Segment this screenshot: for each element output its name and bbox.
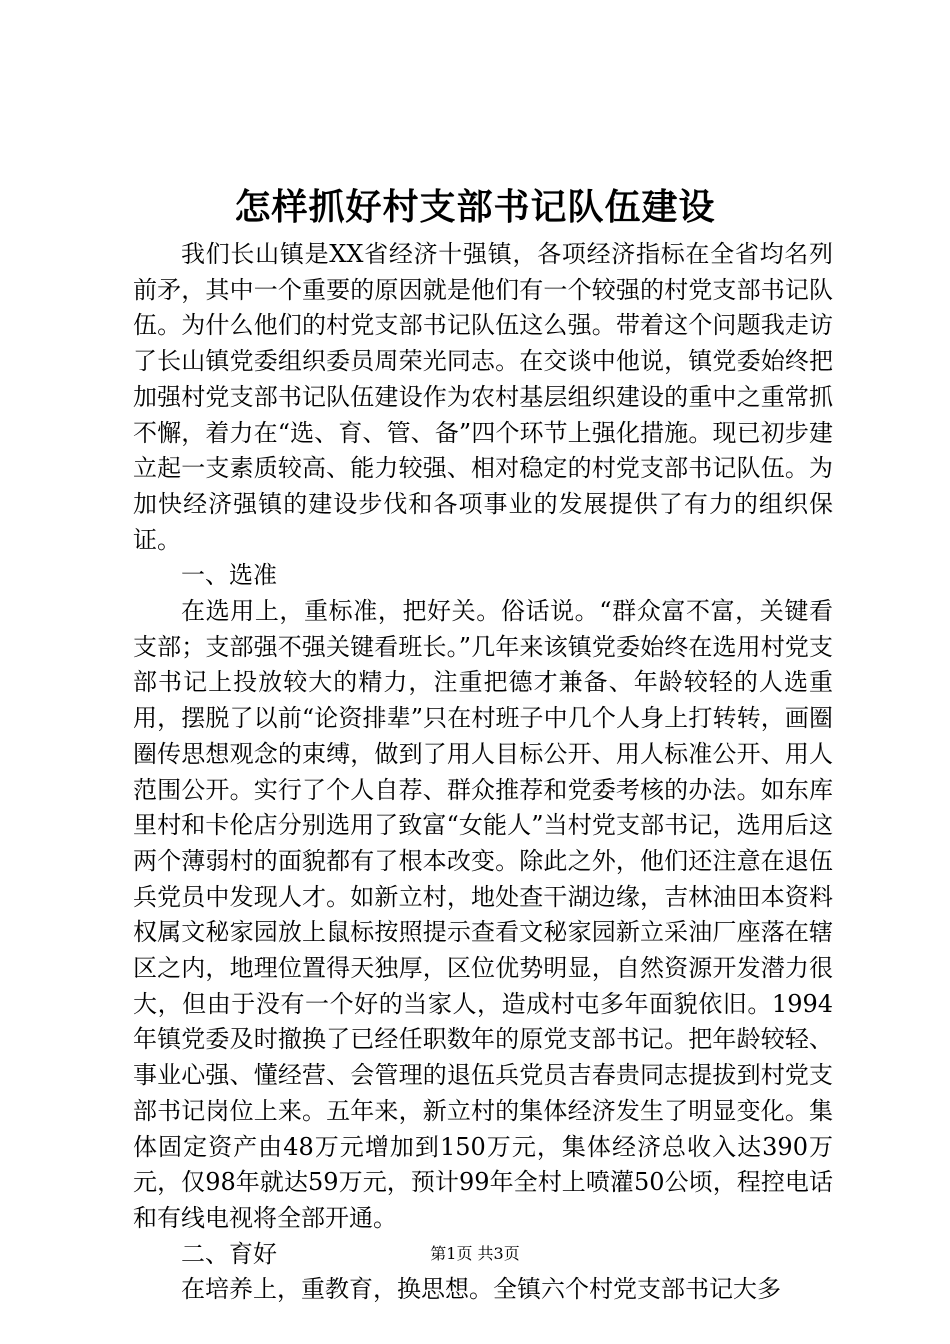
paragraph-intro: 我们长山镇是XX省经济十强镇，各项经济指标在全省均名列前矛，其中一个重要的原因就是他们有一个较强的村党支部书记队伍。为什么他们的村党支部书记队伍这么强。带着这个问题我走访了长山镇党委组织委员周荣光同志。在交谈中他说，镇党委始终把加强村党支部书记队伍建设作为农村基层组织建设的重中之重常抓不懈，着力在“选、育、管、备”四个环节上强化措施。现已初步建立起一支素质较高、能力较强、相对稳定的村党支部书记队伍。为加快经济强镇的建设步伐和各项事业的发展提供了有力的组织保证。 [133, 240, 833, 554]
section-heading-select: 一、选准 [181, 561, 277, 590]
page-footer: 第1页 共3页 [430, 1244, 520, 1263]
document-title: 怎样抓好村支部书记队伍建设 [234, 186, 716, 228]
paragraph-cultivate: 在培养上，重教育，换思想。全镇六个村党支部书记大多 [181, 1275, 781, 1304]
section-heading-cultivate: 二、育好 [181, 1239, 277, 1268]
document-body [133, 237, 833, 1308]
paragraph-select: 在选用上，重标准，把好关。俗话说。“群众富不富，关键看支部；支部强不强关键看班长。”几年来该镇党委始终在选用村党支部书记上投放较大的精力，注重把德才兼备、年龄较轻的人选重用，摆脱了以前“论资排辈”只在村班子中几个人身上打转转，画圈圈传思想观念的束缚，做到了用人目标公开、用人标准公开、用人范围公开。实行了个人自荐、群众推荐和党委考核的办法。如东库里村和卡伦店分别选用了致富“女能人”当村党支部书记，选用后这两个薄弱村的面貌都有了根本改变。除此之外，他们还注意在退伍兵党员中发现人才。如新立村，地处查干湖边缘，吉林油田本资料权属文秘家园放上鼠标按照提示查看文秘家园新立采油厂座落在辖区之内，地理位置得天独厚，区位优势明显，自然资源开发潜力很大，但由于没有一个好的当家人，造成村屯多年面貌依旧。1994年镇党委及时撤换了已经任职数年的原党支部书记。把年龄较轻、事业心强、懂经营、会管理的退伍兵党员吉春贵同志提拔到村党支部书记岗位上来。五年来，新立村的集体经济发生了明显变化。集体固定资产由48万元增加到150万元，集体经济总收入达390万元，仅98年就达59万元，预计99年全村上喷灌50公顷，程控电话和有线电视将全部开通。 [133, 597, 833, 1232]
